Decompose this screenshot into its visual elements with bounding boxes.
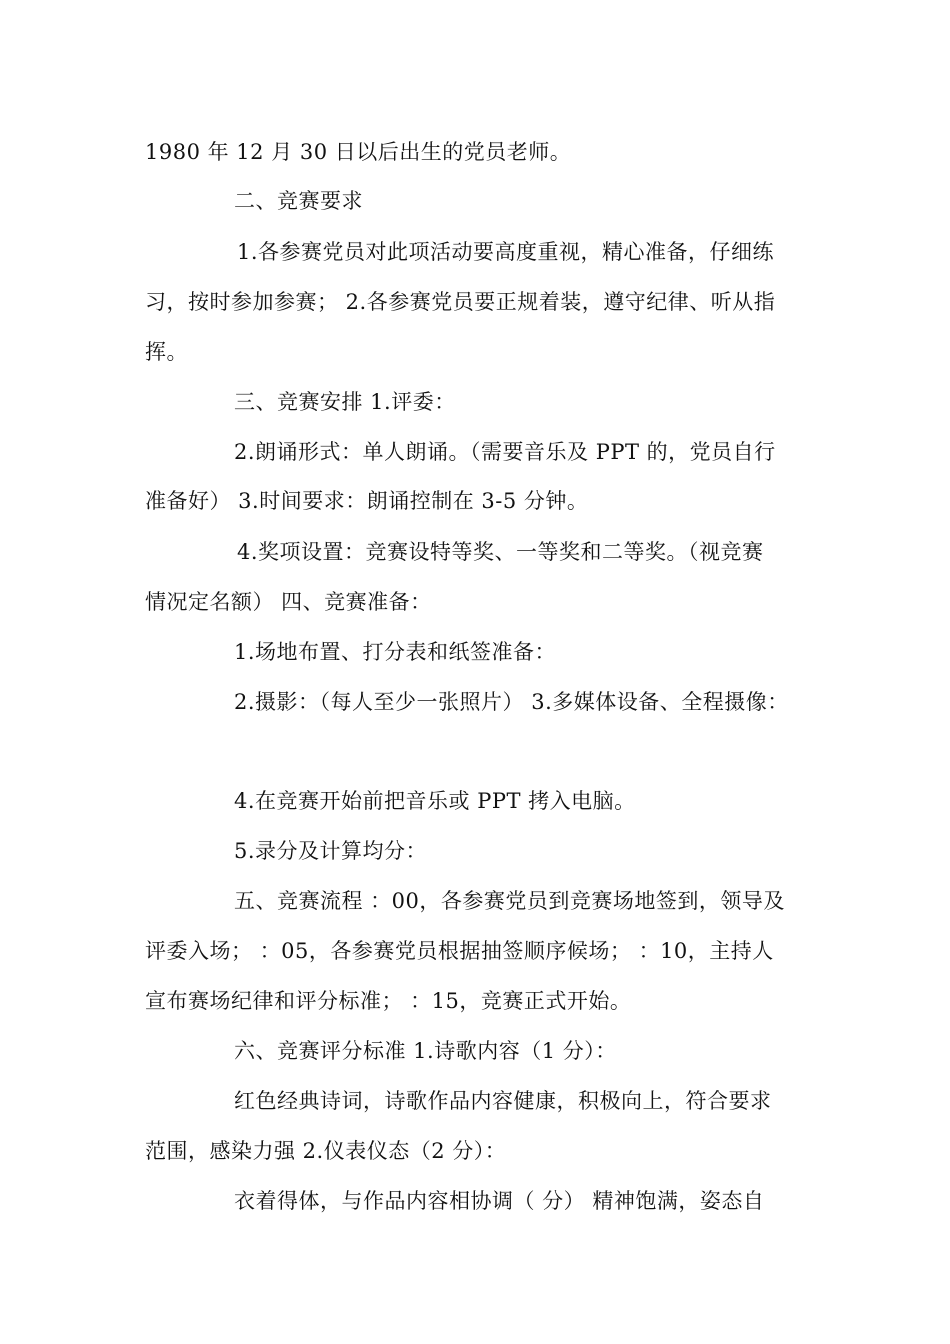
paragraph-line: 红色经典诗词，诗歌作品内容健康，积极向上，符合要求 xyxy=(234,1089,772,1113)
paragraph-line: 习，按时参加参赛； 2.各参赛党员要正规着装，遵守纪律、听从指 xyxy=(145,290,776,314)
paragraph-line: 衣着得体，与作品内容相协调（ 分） 精神饱满，姿态自 xyxy=(234,1189,765,1213)
paragraph-line: 范围，感染力强 2.仪表仪态（2 分）： xyxy=(145,1139,507,1163)
section-heading-process: 五、竞赛流程 ：00，各参赛党员到竞赛场地签到，领导及 xyxy=(234,889,785,913)
section-heading-scoring: 六、竞赛评分标准 1.诗歌内容（1 分）： xyxy=(234,1039,617,1063)
section-heading-requirements: 二、竞赛要求 xyxy=(234,189,363,213)
paragraph-line-eligibility: 1980 年 12 月 30 日以后出生的党员老师。 xyxy=(145,140,572,164)
paragraph-line: 5.录分及计算均分： xyxy=(234,839,428,863)
paragraph-line: 1.各参赛党员对此项活动要高度重视，精心准备，仔细练 xyxy=(237,240,775,264)
paragraph-line: 1.场地布置、打分表和纸签准备： xyxy=(234,640,557,664)
paragraph-line: 4.在竞赛开始前把音乐或 PPT 拷入电脑。 xyxy=(234,789,636,813)
paragraph-line: 情况定名额） 四、竞赛准备： xyxy=(145,590,432,614)
paragraph-line: 准备好） 3.时间要求：朗诵控制在 3-5 分钟。 xyxy=(145,489,589,513)
section-heading-arrangement: 三、竞赛安排 1.评委： xyxy=(234,390,456,414)
paragraph-line: 挥。 xyxy=(145,340,188,364)
paragraph-line: 宣布赛场纪律和评分标准； ：15，竞赛正式开始。 xyxy=(145,989,632,1013)
paragraph-line: 4.奖项设置：竞赛设特等奖、一等奖和二等奖。（视竞赛 xyxy=(237,540,764,564)
paragraph-line: 2.摄影：（每人至少一张照片） 3.多媒体设备、全程摄像： xyxy=(234,690,789,714)
paragraph-line: 2.朗诵形式：单人朗诵。（需要音乐及 PPT 的，党员自行 xyxy=(234,440,776,464)
paragraph-line: 评委入场； ：05，各参赛党员根据抽签顺序候场； ：10，主持人 xyxy=(145,939,774,963)
